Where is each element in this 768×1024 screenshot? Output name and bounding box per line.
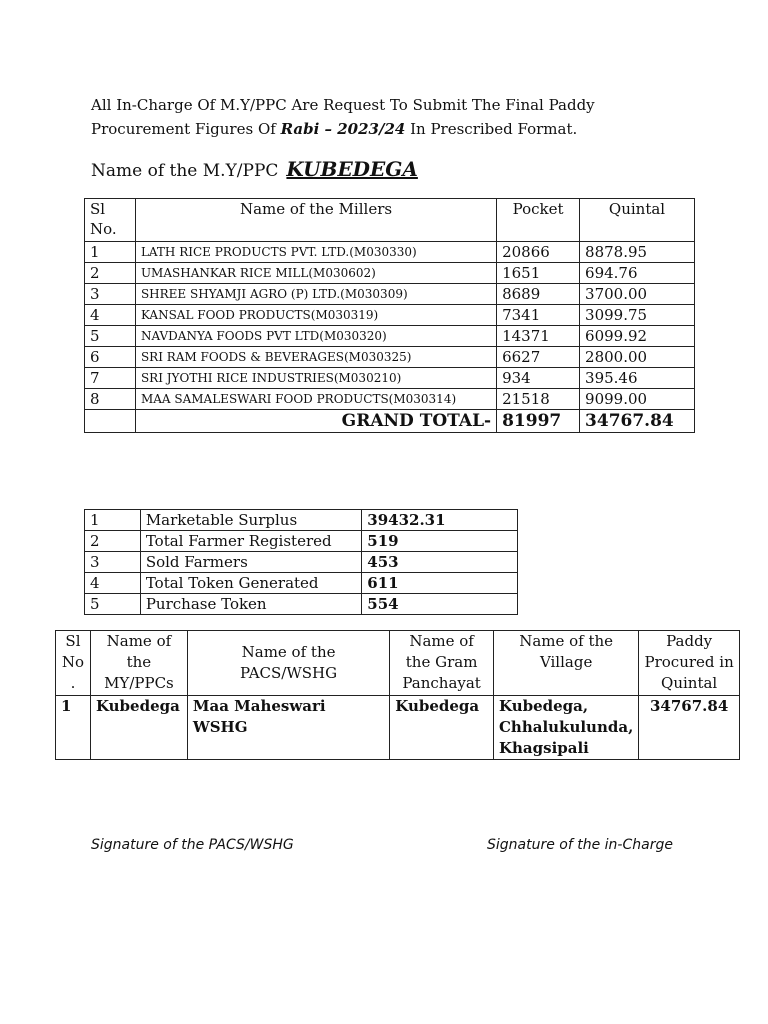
pacs-row <box>56 696 740 760</box>
signature-incharge: Signature of the in-Charge <box>487 837 673 853</box>
my-name-label: Name of the M.Y/PPC <box>91 161 279 181</box>
miller-row <box>85 242 695 263</box>
stats-label: Total Token Generated <box>140 573 361 594</box>
miller-sl: 1 <box>85 242 136 263</box>
miller-name: LATH RICE PRODUCTS PVT. LTD.(M030330) <box>135 242 496 263</box>
pacs-village: Kubedega, Chhalukulunda, Khagsipali <box>493 696 638 760</box>
miller-pocket: 1651 <box>497 263 580 284</box>
miller-pocket: 21518 <box>497 389 580 410</box>
intro-line-2-post: In Prescribed Format. <box>405 120 578 138</box>
miller-pocket: 7341 <box>497 305 580 326</box>
stats-value: 611 <box>362 573 518 594</box>
my-name-value: KUBEDEGA <box>286 157 418 181</box>
miller-name: NAVDANYA FOODS PVT LTD(M030320) <box>135 326 496 347</box>
signature-pacs: Signature of the PACS/WSHG <box>91 837 294 853</box>
grand-total-row <box>85 410 695 433</box>
stats-value: 519 <box>362 531 518 552</box>
pacs-header-pacs: Name of the PACS/WSHG <box>187 631 389 696</box>
pacs-header-row <box>56 631 740 696</box>
millers-table <box>84 198 695 433</box>
miller-pocket: 8689 <box>497 284 580 305</box>
pacs-header-gp: Name of the Gram Panchayat <box>390 631 494 696</box>
miller-quintal: 9099.00 <box>580 389 695 410</box>
miller-sl: 6 <box>85 347 136 368</box>
stats-label: Sold Farmers <box>140 552 361 573</box>
miller-name: KANSAL FOOD PRODUCTS(M030319) <box>135 305 496 326</box>
my-name-line <box>91 157 418 181</box>
header-quintal: Quintal <box>580 199 695 242</box>
stats-label: Purchase Token <box>140 594 361 615</box>
stats-sl: 2 <box>85 531 141 552</box>
miller-row <box>85 368 695 389</box>
stats-sl: 1 <box>85 510 141 531</box>
miller-sl: 4 <box>85 305 136 326</box>
miller-name: SRI JYOTHI RICE INDUSTRIES(M030210) <box>135 368 496 389</box>
miller-pocket: 6627 <box>497 347 580 368</box>
miller-row <box>85 347 695 368</box>
stats-value: 453 <box>362 552 518 573</box>
miller-sl: 8 <box>85 389 136 410</box>
miller-row <box>85 305 695 326</box>
grand-total-pocket: 81997 <box>497 410 580 433</box>
miller-row <box>85 284 695 305</box>
intro-line-2 <box>91 117 595 141</box>
intro-line-1: All In-Charge Of M.Y/PPC Are Request To Submit The Final Paddy <box>91 96 595 114</box>
miller-name: UMASHANKAR RICE MILL(M030602) <box>135 263 496 284</box>
miller-sl: 2 <box>85 263 136 284</box>
pacs-gp: Kubedega <box>390 696 494 760</box>
miller-pocket: 934 <box>497 368 580 389</box>
intro-season: Rabi – 2023/24 <box>280 120 406 138</box>
stats-row <box>85 594 518 615</box>
stats-value: 39432.31 <box>362 510 518 531</box>
pacs-header-village: Name of the Village <box>493 631 638 696</box>
miller-pocket: 20866 <box>497 242 580 263</box>
header-miller-name: Name of the Millers <box>135 199 496 242</box>
stats-sl: 5 <box>85 594 141 615</box>
intro-line-2-pre: Procurement Figures Of <box>91 120 281 138</box>
miller-name: SRI RAM FOODS & BEVERAGES(M030325) <box>135 347 496 368</box>
miller-quintal: 694.76 <box>580 263 695 284</box>
stats-row <box>85 510 518 531</box>
grand-total-label: GRAND TOTAL- <box>135 410 496 433</box>
millers-header-row <box>85 199 695 242</box>
miller-sl: 5 <box>85 326 136 347</box>
miller-quintal: 3099.75 <box>580 305 695 326</box>
stats-sl: 4 <box>85 573 141 594</box>
pacs-header-paddy: Paddy Procured in Quintal <box>639 631 740 696</box>
header-sl: Sl No. <box>85 199 136 242</box>
total-blank <box>85 410 136 433</box>
stats-row <box>85 552 518 573</box>
pacs-header-my: Name of the MY/PPCs <box>90 631 187 696</box>
miller-row <box>85 389 695 410</box>
miller-quintal: 3700.00 <box>580 284 695 305</box>
pacs-header-sl: Sl No . <box>56 631 91 696</box>
miller-pocket: 14371 <box>497 326 580 347</box>
stats-label: Marketable Surplus <box>140 510 361 531</box>
grand-total-quintal: 34767.84 <box>580 410 695 433</box>
pacs-table <box>55 630 740 760</box>
miller-name: MAA SAMALESWARI FOOD PRODUCTS(M030314) <box>135 389 496 410</box>
pacs-my: Kubedega <box>90 696 187 760</box>
miller-row <box>85 326 695 347</box>
miller-quintal: 6099.92 <box>580 326 695 347</box>
miller-quintal: 2800.00 <box>580 347 695 368</box>
miller-row <box>85 263 695 284</box>
pacs-name: Maa Maheswari WSHG <box>187 696 389 760</box>
pacs-paddy: 34767.84 <box>639 696 740 760</box>
stats-table <box>84 509 518 615</box>
intro-text <box>91 93 595 141</box>
header-pocket: Pocket <box>497 199 580 242</box>
stats-row <box>85 573 518 594</box>
miller-sl: 3 <box>85 284 136 305</box>
stats-value: 554 <box>362 594 518 615</box>
miller-quintal: 8878.95 <box>580 242 695 263</box>
stats-sl: 3 <box>85 552 141 573</box>
miller-name: SHREE SHYAMJI AGRO (P) LTD.(M030309) <box>135 284 496 305</box>
miller-quintal: 395.46 <box>580 368 695 389</box>
stats-label: Total Farmer Registered <box>140 531 361 552</box>
pacs-sl: 1 <box>56 696 91 760</box>
stats-row <box>85 531 518 552</box>
miller-sl: 7 <box>85 368 136 389</box>
